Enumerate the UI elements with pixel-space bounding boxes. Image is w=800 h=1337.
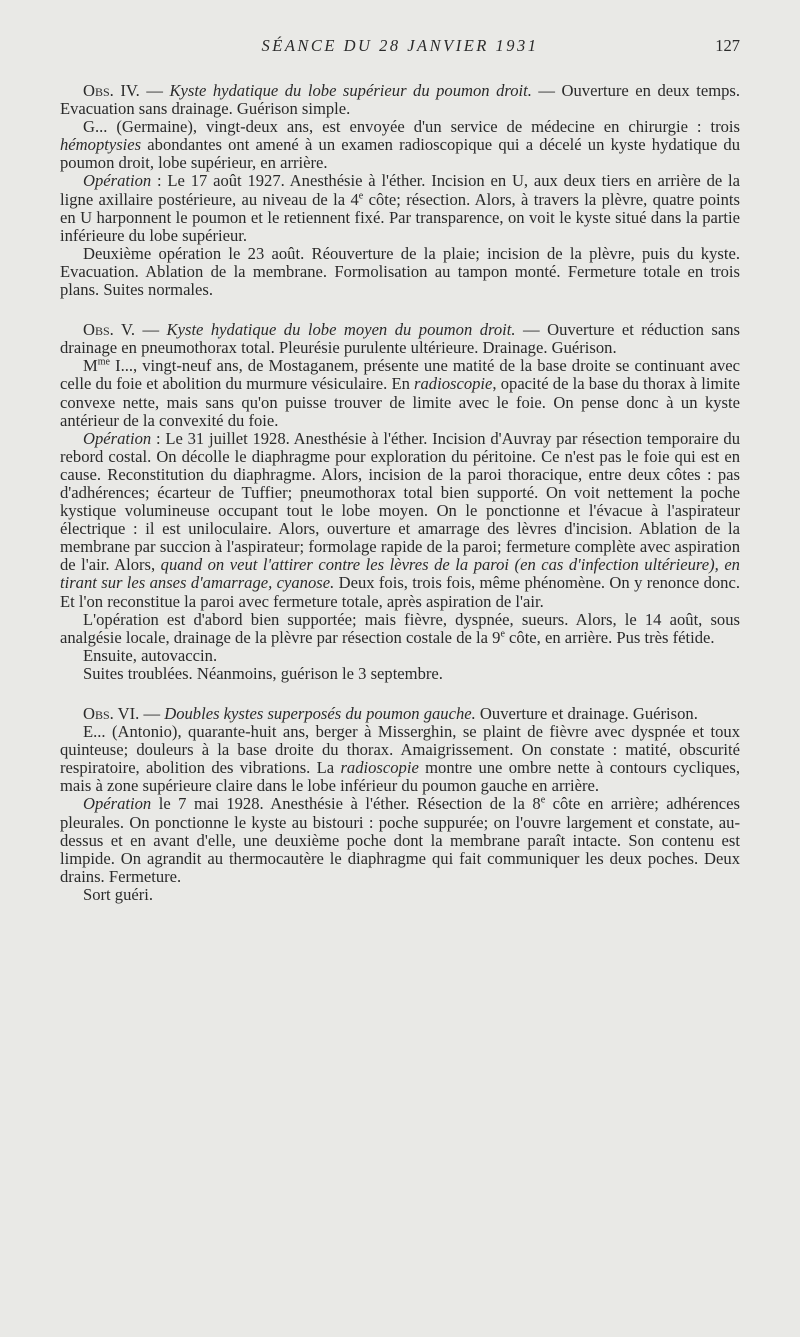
obs-v-dash: —: [134, 320, 167, 340]
obs-iv-history-text-a: G... (Germaine), vingt-deux ans, est envoyée d'un service de médecine en chirurgie : trois: [83, 117, 740, 137]
obs-vi-history-text-a: E... (Antonio), quarante-huit ans, berger à Misserghin, se plaint de fièvre avec dyspnée et toux quinteuse; douleurs à la base droite du thorax. Amaigrissement. On constate : matité, obscurité respiratoire, abolition des vibrations. La: [60, 722, 740, 778]
obs-v-label: Obs. V.: [83, 320, 135, 340]
obs-v-followup-text-a: L'opération est d'abord bien supportée; mais fièvre, dyspnée, sueurs. Alors, le 14 août, sous analgésie locale, drainage de la plèvre par résection costale de la 9: [60, 609, 740, 647]
running-title: SÉANCE DU 28 JANVIER 1931: [261, 36, 539, 55]
obs-v-followup-sup: e: [500, 628, 505, 640]
obs-iv-heading: [60, 82, 740, 118]
page-header: [60, 36, 740, 58]
obs-iv-label: Obs. IV.: [83, 81, 140, 100]
obs-v-history-m: M: [83, 356, 98, 376]
obs-vi-outcome: Sort guéri.: [83, 884, 154, 904]
obs-v-title: Kyste hydatique du lobe moyen du poumon droit.: [166, 320, 516, 340]
obs-vi-operation: [60, 795, 740, 885]
obs-iv-history-text-b: abondantes ont amené à un examen radioscopique qui a décelé un kyste hydatique du poumon droit, lobe supérieur, en arrière.: [60, 135, 740, 173]
obs-v-operation-label: Opération: [83, 428, 152, 448]
article-body: [60, 82, 740, 904]
obs-iv-operation-sup: e: [358, 190, 364, 202]
obs-v-history: [60, 357, 740, 429]
obs-vi-summary: Ouverture et drainage. Guérison.: [475, 704, 698, 723]
obs-v-history-text-b: , opacité de la base du thorax à limite convexe nette, mais sans qu'on puisse trouver de limite avec le foie. On pense donc à un kyste antérieur de la convexité du foie.: [60, 374, 740, 430]
obs-v-heading: [60, 321, 740, 357]
obs-v-operation-text-a: : Le 31 juillet 1928. Anesthésie à l'éther. Incision d'Auvray par résection temporaire du rebord costal. On décolle le diaphragme pour exploration du péritoine. Ce n'est pas le foie qui est en cause. Reconstitution du diaphragme. Alors, incision de la paroi thoracique, entre deux côtes : pas d'adhérences; écarteur de Tuffier; pneumothorax total bien supporté. On voit nettement la poche kystique volumineuse occupant tout le lobe moyen. On le ponctionne et l'évacue à l'aspirateur électrique : il est uniloculaire. Alors, ouverture et amarrage des lèvres d'incision. Ablation de la membrane par succion à l'aspirateur; formolage rapide de la paroi; fermeture complète avec aspiration de l'air. Alors,: [60, 428, 740, 575]
obs-v-history-sup: me: [97, 356, 110, 368]
obs-vi-operation-label: Opération: [83, 794, 152, 814]
obs-v-autovaccine: Ensuite, autovaccin.: [83, 645, 218, 665]
obs-iv-operation-label: Opération: [83, 171, 152, 191]
obs-vi-dash: —: [139, 704, 165, 723]
obs-v-summary: — Ouverture et réduction sans drainage en pneumothorax total. Pleurésie purulente ultérieure. Drainage. Guérison.: [60, 320, 740, 358]
obs-v-followup-text-b: côte, en arrière. Pus très fétide.: [504, 627, 715, 647]
obs-v-operation-text-b: Deux fois, trois fois, même phénomène. On y renonce donc. Et l'on reconstitue la paroi avec fermeture totale, après aspiration de l'air.: [60, 573, 740, 611]
page-number: 127: [715, 36, 740, 55]
obs-vi-label: Obs. VI.: [83, 704, 140, 723]
obs-vi-operation-sup: e: [540, 794, 546, 806]
obs-iv-title: Kyste hydatique du lobe supérieur du poumon droit.: [169, 81, 532, 100]
obs-v-operation-em: quand on veut l'attirer contre les lèvres de la paroi (en cas d'infection ultérieure), en tirant sur les anses d'amarrage, cyanose.: [60, 555, 740, 593]
obs-iv-history: [60, 118, 740, 172]
obs-vi-heading: [60, 705, 740, 723]
obs-v-history-em: radioscopie: [414, 374, 493, 394]
obs-vi-operation-text-a: le 7 mai 1928. Anesthésie à l'éther. Résection de la 8: [151, 794, 541, 814]
obs-iv-operation: [60, 172, 740, 244]
obs-iv-second-operation: Deuxième opération le 23 août. Réouverture de la plaie; incision de la plèvre, puis du kyste. Evacuation. Ablation de la membrane. Formolisation au tampon monté. Fermeture totale en trois plans. Suites normales.: [60, 243, 740, 300]
obs-v-outcome: Suites troublées. Néanmoins, guérison le 3 septembre.: [83, 663, 443, 683]
obs-vi-operation-text-b: côte en arrière; adhérences pleurales. On ponctionne le kyste au bistouri : poche suppurée; on l'ouvre largement et constate, au-dessus et en avant d'elle, une deuxième poche dont la membrane paraît intacte. Son contenu est limpide. On agrandit au thermocautère le diaphragme qui fait communiquer les deux poches. Deux drains. Fermeture.: [60, 794, 740, 886]
obs-vi-history: [60, 723, 740, 795]
obs-iv-history-em: hémoptysies: [60, 135, 142, 155]
obs-v-history-text-a: I..., vingt-neuf ans, de Mostaganem, présente une matité de la base droite se continuant avec celle du foie et abolition du murmure vésiculaire. En: [60, 356, 740, 394]
obs-v-operation: [60, 430, 740, 611]
obs-vi-title: Doubles kystes superposés du poumon gauche.: [164, 704, 476, 723]
obs-v-followup: [60, 611, 740, 647]
obs-vi-history-text-b: montre une ombre nette à contours cycliques, mais à zone supérieure claire dans le lobe inférieur du poumon gauche en arrière.: [60, 758, 740, 796]
obs-vi-history-em: radioscopie: [340, 758, 419, 778]
obs-iv-operation-text-a: : Le 17 août 1927. Anesthésie à l'éther. Incision en U, aux deux tiers en arrière de la ligne axillaire postérieure, au niveau de la 4: [60, 171, 740, 209]
obs-iv-summary: — Ouverture en deux temps. Evacuation sans drainage. Guérison simple.: [60, 81, 741, 119]
obs-iv-dash: —: [139, 81, 170, 100]
obs-iv-operation-text-b: côte; résection. Alors, à travers la plèvre, quatre points en U harponnent le poumon et le retiennent fixé. Par transparence, on voit le kyste situé dans la partie inférieure du lobe supérieur.: [60, 189, 740, 245]
